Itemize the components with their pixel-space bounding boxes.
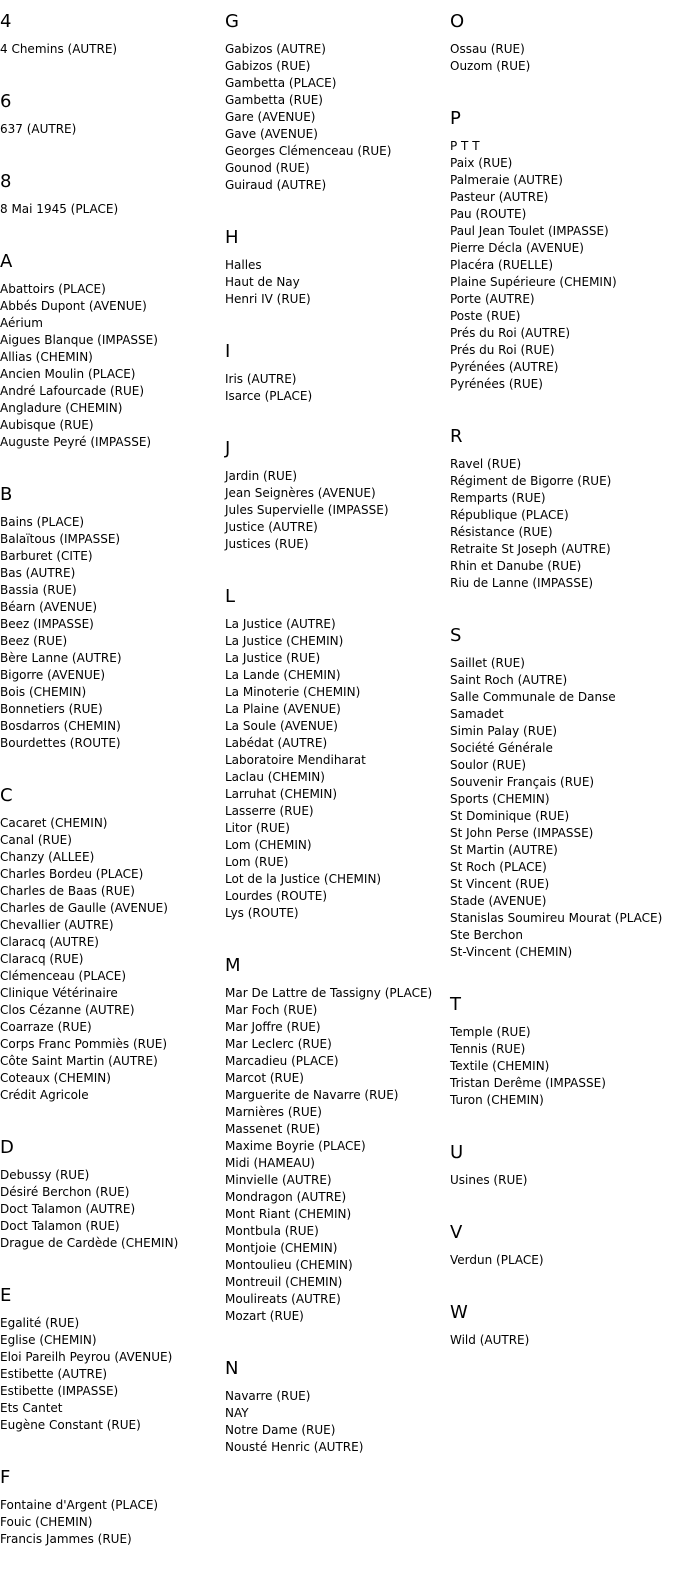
street-entry: Ets Cantet (0, 1401, 63, 1415)
street-entry: Tristan Derême (IMPASSE) (450, 1076, 606, 1090)
street-entry: Palmeraie (AUTRE) (450, 173, 563, 187)
street-entry: Francis Jammes (RUE) (0, 1532, 132, 1546)
street-entry: Saillet (RUE) (450, 656, 525, 670)
street-entry: Pau (ROUTE) (450, 207, 527, 221)
letter-section (0, 473, 222, 774)
street-entry: Ste Berchon (450, 928, 523, 942)
street-entry: Coarraze (RUE) (0, 1020, 92, 1034)
section-letter-heading: O (450, 11, 465, 32)
street-entry: Aérium (0, 316, 43, 330)
street-entry: Mar De Lattre de Tassigny (PLACE) (225, 986, 433, 1000)
street-entry: Sports (CHEMIN) (450, 792, 550, 806)
street-entry: Bas (AUTRE) (0, 566, 76, 580)
street-entry: Cacaret (CHEMIN) (0, 816, 108, 830)
street-list (225, 460, 447, 575)
street-entry: Laboratoire Mendiharat (225, 753, 366, 767)
street-entry: Ouzom (RUE) (450, 59, 531, 73)
street-entry: St John Perse (IMPASSE) (450, 826, 594, 840)
street-entry: Régiment de Bigorre (RUE) (450, 474, 612, 488)
street-entry: Gambetta (RUE) (225, 93, 323, 107)
section-letter-heading: 4 (0, 11, 12, 32)
letter-section (0, 1456, 222, 1570)
street-entry: Justice (AUTRE) (225, 520, 318, 534)
street-entry: Notre Dame (RUE) (225, 1423, 336, 1437)
street-entry: Guiraud (AUTRE) (225, 178, 327, 192)
section-letter-heading: S (450, 625, 462, 646)
letter-section (450, 415, 675, 614)
street-entry: Montreuil (CHEMIN) (225, 1275, 343, 1289)
street-entry: Bourdettes (ROUTE) (0, 736, 121, 750)
section-letter-heading: W (450, 1302, 468, 1323)
street-list (0, 1489, 222, 1570)
street-entry: Eglise (CHEMIN) (0, 1333, 97, 1347)
street-entry: Eloi Pareilh Peyrou (AVENUE) (0, 1350, 173, 1364)
street-entry: Jean Seignères (AVENUE) (225, 486, 376, 500)
street-entry: Doct Talamon (AUTRE) (0, 1202, 136, 1216)
street-entry: Ancien Moulin (PLACE) (0, 367, 136, 381)
street-entry: Gave (AVENUE) (225, 127, 318, 141)
street-entry: Fouic (CHEMIN) (0, 1515, 93, 1529)
section-letter-heading: 6 (0, 91, 12, 112)
street-entry: Clinique Vétérinaire (0, 986, 118, 1000)
street-list (450, 1016, 675, 1131)
street-entry: Abbés Dupont (AVENUE) (0, 299, 147, 313)
street-entry: Barburet (CITE) (0, 549, 93, 563)
street-entry: Haut de Nay (225, 275, 300, 289)
street-entry: Halles (225, 258, 262, 272)
street-entry: Henri IV (RUE) (225, 292, 311, 306)
street-entry: Pyrénées (RUE) (450, 377, 543, 391)
street-list (0, 113, 222, 160)
street-entry: Bigorre (AVENUE) (0, 668, 106, 682)
section-letter-heading: I (225, 341, 231, 362)
street-list (450, 130, 675, 415)
street-entry: Jardin (RUE) (225, 469, 298, 483)
street-entry: Pyrénées (AUTRE) (450, 360, 559, 374)
street-entry: Bosdarros (CHEMIN) (0, 719, 121, 733)
street-entry: Estibette (IMPASSE) (0, 1384, 119, 1398)
letter-section (0, 1126, 222, 1274)
street-entry: Salle Communale de Danse (450, 690, 616, 704)
street-entry: Abattoirs (PLACE) (0, 282, 106, 296)
street-list (450, 1164, 675, 1211)
street-entry: La Justice (CHEMIN) (225, 634, 344, 648)
street-entry: Labédat (AUTRE) (225, 736, 328, 750)
street-list (0, 506, 222, 774)
street-list (0, 1307, 222, 1456)
street-entry: Moulireats (AUTRE) (225, 1292, 341, 1306)
street-entry: Côte Saint Martin (AUTRE) (0, 1054, 158, 1068)
street-entry: Gabizos (RUE) (225, 59, 311, 73)
street-entry: Auguste Peyré (IMPASSE) (0, 435, 152, 449)
letter-section (450, 1211, 675, 1291)
street-entry: Charles de Baas (RUE) (0, 884, 135, 898)
section-letter-heading: C (0, 785, 13, 806)
street-entry: Lasserre (RUE) (225, 804, 314, 818)
street-entry: Doct Talamon (RUE) (0, 1219, 120, 1233)
street-entry: Lys (ROUTE) (225, 906, 299, 920)
street-entry: Poste (RUE) (450, 309, 521, 323)
street-entry: Bère Lanne (AUTRE) (0, 651, 122, 665)
street-list (450, 1324, 675, 1371)
street-entry: Bois (CHEMIN) (0, 685, 87, 699)
street-entry: Prés du Roi (RUE) (450, 343, 555, 357)
street-entry: Gare (AVENUE) (225, 110, 316, 124)
street-entry: Clos Cézanne (AUTRE) (0, 1003, 135, 1017)
street-entry: Souvenir Français (RUE) (450, 775, 595, 789)
street-entry: Paul Jean Toulet (IMPASSE) (450, 224, 609, 238)
street-entry: Placéra (RUELLE) (450, 258, 554, 272)
street-entry: Désiré Berchon (RUE) (0, 1185, 130, 1199)
street-entry: St Martin (AUTRE) (450, 843, 558, 857)
street-entry: Marnières (RUE) (225, 1105, 322, 1119)
street-entry: St-Vincent (CHEMIN) (450, 945, 573, 959)
street-entry: 8 Mai 1945 (PLACE) (0, 202, 119, 216)
street-entry: Fontaine d'Argent (PLACE) (0, 1498, 159, 1512)
street-entry: Mozart (RUE) (225, 1309, 304, 1323)
street-entry: Debussy (RUE) (0, 1168, 90, 1182)
section-letter-heading: N (225, 1358, 239, 1379)
street-entry: Rhin et Danube (RUE) (450, 559, 582, 573)
street-list (225, 608, 447, 944)
street-entry: Aubisque (RUE) (0, 418, 94, 432)
street-entry: Pierre Décla (AVENUE) (450, 241, 584, 255)
street-list (225, 249, 447, 330)
street-entry: Mar Leclerc (RUE) (225, 1037, 332, 1051)
section-letter-heading: M (225, 955, 241, 976)
section-letter-heading: T (450, 994, 461, 1015)
street-entry: St Vincent (RUE) (450, 877, 550, 891)
street-entry: NAY (225, 1406, 249, 1420)
street-entry: Justices (RUE) (225, 537, 309, 551)
street-list (225, 1380, 447, 1478)
street-entry: Coteaux (CHEMIN) (0, 1071, 111, 1085)
street-entry: Lom (RUE) (225, 855, 289, 869)
letter-section (225, 1347, 447, 1478)
street-entry: Résistance (RUE) (450, 525, 553, 539)
street-entry: Jules Supervielle (IMPASSE) (225, 503, 389, 517)
street-list (450, 647, 675, 983)
street-entry: Larruhat (CHEMIN) (225, 787, 337, 801)
street-entry: Prés du Roi (AUTRE) (450, 326, 571, 340)
street-entry: Porte (AUTRE) (450, 292, 535, 306)
street-entry: Crédit Agricole (0, 1088, 89, 1102)
street-entry: Verdun (PLACE) (450, 1253, 544, 1267)
street-entry: Angladure (CHEMIN) (0, 401, 123, 415)
street-entry: Eugène Constant (RUE) (0, 1418, 141, 1432)
letter-section (0, 774, 222, 1126)
street-entry: Laclau (CHEMIN) (225, 770, 325, 784)
street-entry: Marcadieu (PLACE) (225, 1054, 339, 1068)
street-entry: Chevallier (AUTRE) (0, 918, 114, 932)
street-entry: Mar Foch (RUE) (225, 1003, 318, 1017)
section-letter-heading: V (450, 1222, 463, 1243)
street-entry: Mont Riant (CHEMIN) (225, 1207, 352, 1221)
street-entry: Estibette (AUTRE) (0, 1367, 108, 1381)
street-entry: Aigues Blanque (IMPASSE) (0, 333, 158, 347)
letter-section (450, 97, 675, 415)
street-entry: St Roch (PLACE) (450, 860, 547, 874)
street-entry: Chanzy (ALLEE) (0, 850, 95, 864)
street-index-column-2 (225, 0, 447, 1478)
letter-section (225, 0, 447, 216)
street-list (450, 33, 675, 97)
street-entry: Bassia (RUE) (0, 583, 77, 597)
street-entry: Soulor (RUE) (450, 758, 527, 772)
street-list (0, 273, 222, 473)
street-list (225, 363, 447, 427)
street-entry: Marguerite de Navarre (RUE) (225, 1088, 399, 1102)
street-entry: La Lande (CHEMIN) (225, 668, 341, 682)
street-entry: Lom (CHEMIN) (225, 838, 312, 852)
street-entry: Maxime Boyrie (PLACE) (225, 1139, 366, 1153)
letter-section (0, 240, 222, 473)
street-entry: Minvielle (AUTRE) (225, 1173, 332, 1187)
section-letter-heading: L (225, 586, 236, 607)
street-entry: Saint Roch (AUTRE) (450, 673, 568, 687)
street-list (225, 33, 447, 216)
street-entry: Montbula (RUE) (225, 1224, 319, 1238)
street-entry: Mondragon (AUTRE) (225, 1190, 347, 1204)
street-entry: Beez (RUE) (0, 634, 68, 648)
street-entry: Riu de Lanne (IMPASSE) (450, 576, 594, 590)
street-entry: Canal (RUE) (0, 833, 72, 847)
street-entry: Bonnetiers (RUE) (0, 702, 103, 716)
letter-section (450, 0, 675, 97)
street-entry: Egalité (RUE) (0, 1316, 80, 1330)
street-list (450, 448, 675, 614)
street-entry: Gambetta (PLACE) (225, 76, 337, 90)
street-entry: 4 Chemins (AUTRE) (0, 42, 118, 56)
section-letter-heading: J (225, 438, 231, 459)
street-entry: Remparts (RUE) (450, 491, 546, 505)
street-list (0, 193, 222, 240)
street-entry: Drague de Cardède (CHEMIN) (0, 1236, 179, 1250)
section-letter-heading: A (0, 251, 13, 272)
street-list (0, 33, 222, 80)
street-entry: 637 (AUTRE) (0, 122, 77, 136)
street-list (0, 1159, 222, 1274)
street-entry: Gabizos (AUTRE) (225, 42, 326, 56)
section-letter-heading: E (0, 1285, 12, 1306)
street-entry: Massenet (RUE) (225, 1122, 321, 1136)
street-entry: Litor (RUE) (225, 821, 290, 835)
street-entry: Plaine Supérieure (CHEMIN) (450, 275, 617, 289)
letter-section (225, 575, 447, 944)
section-letter-heading: F (0, 1467, 11, 1488)
street-entry: Montjoie (CHEMIN) (225, 1241, 338, 1255)
street-entry: André Lafourcade (RUE) (0, 384, 145, 398)
street-entry: Société Générale (450, 741, 553, 755)
letter-section (225, 330, 447, 427)
street-entry: Charles de Gaulle (AVENUE) (0, 901, 168, 915)
street-entry: St Dominique (RUE) (450, 809, 570, 823)
street-entry: Marcot (RUE) (225, 1071, 304, 1085)
street-entry: Turon (CHEMIN) (450, 1093, 544, 1107)
letter-section (225, 944, 447, 1347)
street-entry: Wild (AUTRE) (450, 1333, 530, 1347)
street-entry: Corps Franc Pommiès (RUE) (0, 1037, 168, 1051)
street-entry: Ossau (RUE) (450, 42, 525, 56)
street-entry: Gounod (RUE) (225, 161, 310, 175)
street-entry: Stade (AVENUE) (450, 894, 547, 908)
street-entry: Stanislas Soumireu Mourat (PLACE) (450, 911, 663, 925)
street-entry: Balaïtous (IMPASSE) (0, 532, 121, 546)
street-entry: Lot de la Justice (CHEMIN) (225, 872, 382, 886)
street-list (0, 807, 222, 1126)
letter-section (450, 614, 675, 983)
section-letter-heading: P (450, 108, 461, 129)
street-entry: Nousté Henric (AUTRE) (225, 1440, 364, 1454)
letter-section (0, 160, 222, 240)
street-entry: Bains (PLACE) (0, 515, 85, 529)
street-entry: Allias (CHEMIN) (0, 350, 93, 364)
letter-section (0, 0, 222, 80)
street-entry: P T T (450, 139, 480, 153)
street-list (225, 977, 447, 1347)
street-entry: Montoulieu (CHEMIN) (225, 1258, 353, 1272)
letter-section (0, 80, 222, 160)
letter-section (0, 1274, 222, 1456)
section-letter-heading: B (0, 484, 13, 505)
section-letter-heading: U (450, 1142, 464, 1163)
section-letter-heading: G (225, 11, 239, 32)
street-entry: Usines (RUE) (450, 1173, 528, 1187)
street-entry: Iris (AUTRE) (225, 372, 297, 386)
letter-section (450, 1131, 675, 1211)
section-letter-heading: H (225, 227, 239, 248)
street-entry: La Justice (AUTRE) (225, 617, 336, 631)
letter-section (225, 427, 447, 575)
street-entry: La Minoterie (CHEMIN) (225, 685, 361, 699)
street-entry: Tennis (RUE) (450, 1042, 526, 1056)
street-entry: Claracq (RUE) (0, 952, 84, 966)
street-entry: Georges Clémenceau (RUE) (225, 144, 392, 158)
street-entry: La Justice (RUE) (225, 651, 321, 665)
street-entry: Retraite St Joseph (AUTRE) (450, 542, 611, 556)
street-entry: Béarn (AVENUE) (0, 600, 98, 614)
street-entry: Mar Joffre (RUE) (225, 1020, 321, 1034)
street-entry: Clémenceau (PLACE) (0, 969, 127, 983)
letter-section (450, 1291, 675, 1371)
street-entry: Ravel (RUE) (450, 457, 522, 471)
street-entry: Claracq (AUTRE) (0, 935, 99, 949)
street-entry: Paix (RUE) (450, 156, 513, 170)
letter-section (225, 216, 447, 330)
street-entry: République (PLACE) (450, 508, 569, 522)
street-list (450, 1244, 675, 1291)
street-entry: Charles Bordeu (PLACE) (0, 867, 144, 881)
street-entry: Simin Palay (RUE) (450, 724, 558, 738)
street-entry: Pasteur (AUTRE) (450, 190, 549, 204)
street-entry: Navarre (RUE) (225, 1389, 311, 1403)
street-entry: Lourdes (ROUTE) (225, 889, 328, 903)
street-entry: Samadet (450, 707, 504, 721)
street-index-column-3 (450, 0, 675, 1371)
section-letter-heading: D (0, 1137, 14, 1158)
letter-section (450, 983, 675, 1131)
street-entry: Textile (CHEMIN) (450, 1059, 550, 1073)
section-letter-heading: R (450, 426, 463, 447)
section-letter-heading: 8 (0, 171, 12, 192)
street-entry: Beez (IMPASSE) (0, 617, 94, 631)
street-entry: Isarce (PLACE) (225, 389, 313, 403)
street-index-column-1 (0, 0, 222, 1570)
street-entry: Temple (RUE) (450, 1025, 531, 1039)
street-entry: La Soule (AVENUE) (225, 719, 338, 733)
street-entry: Midi (HAMEAU) (225, 1156, 315, 1170)
street-entry: La Plaine (AVENUE) (225, 702, 341, 716)
